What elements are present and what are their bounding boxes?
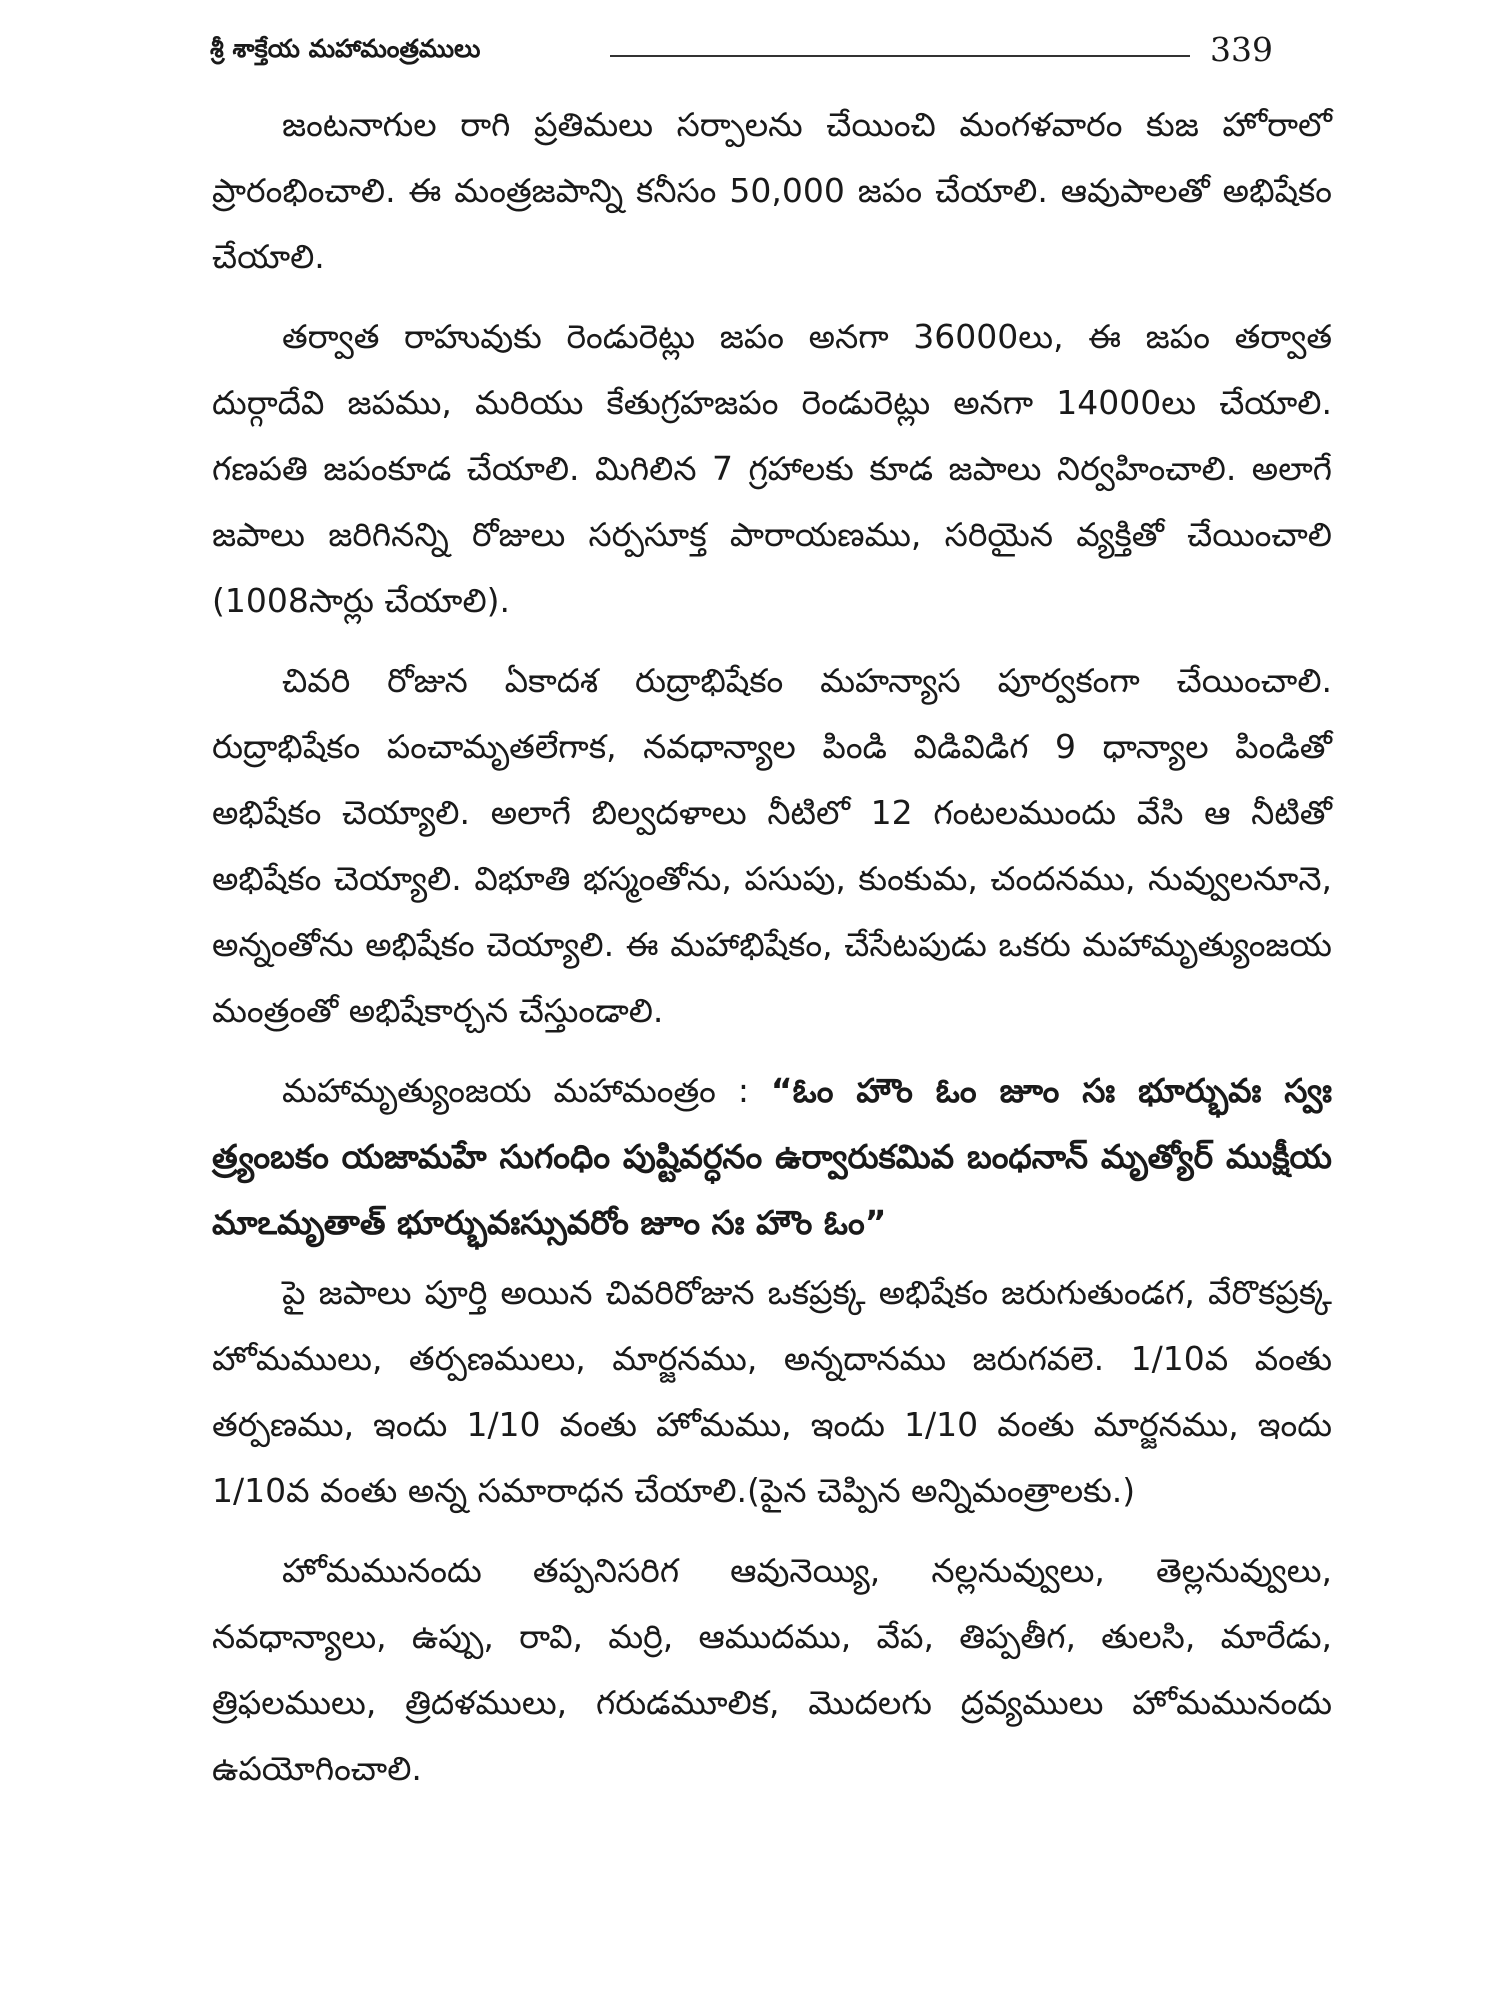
paragraph-2: తర్వాత రాహువుకు రెండురెట్లు జపం అనగా 36000లు, ఈ జపం తర్వాత దుర్గాదేవి జపము, మరియు కేతుగ్రహజపం రెండురెట్లు అనగా 14000లు చేయాలి. గణపతి జపంకూడ చేయాలి. మిగిలిన 7 గ్రహాలకు కూడ జపాలు నిర్వహించాలి. అలాగే జపాలు జరిగినన్ని రోజులు సర్పసూక్త పారాయణము, సరియైన వ్యక్తితో చేయించాలి (1008సార్లు చేయాలి). [212,317,1332,620]
mantra-paragraph [212,1058,1332,1256]
paragraph-5: పై జపాలు పూర్తి అయిన చివరిరోజున ఒకప్రక్క అభిషేకం జరుగుతుండగ, వేరొకప్రక్క హోమములు, తర్పణములు, మార్జనము, అన్నదానము జరుగవలె. 1/10వ వంతు తర్పణము, ఇందు 1/10 వంతు హోమము, ఇందు 1/10 వంతు మార్జనము, ఇందు 1/10వ వంతు అన్న సమారాధన చేయాలి.(పైన చెప్పిన అన్నిమంత్రాలకు.) [212,1273,1332,1510]
page-number: 339 [1210,30,1273,69]
mantra-text: “ఓం హౌం ఓం జూం సః భూర్భువః స్వః త్ర్యంబకం యజామహే సుగంధిం పుష్టివర్ధనం ఉర్వారుకమివ బంధనాన్ మృత్యోర్ ముక్షీయ మాఽమృతాత్ భూర్భువఃస్సువరోం జూం సః హౌం ఓం” [212,1071,1332,1242]
header-rule [610,55,1190,57]
mantra-intro: మహామృత్యుంజయ మహామంత్రం : [282,1071,771,1110]
body-text [212,92,1332,1816]
paragraph-3: చివరి రోజున ఏకాదశ రుద్రాభిషేకం మహన్యాస పూర్వకంగా చేయించాలి. రుద్రాభిషేకం పంచామృతలేగాక, నవధాన్యాల పిండి విడివిడిగ 9 ధాన్యాల పిండితో అభిషేకం చెయ్యాలి. అలాగే బిల్వదళాలు నీటిలో 12 గంటలముందు వేసి ఆ నీటితో అభిషేకం చెయ్యాలి. విభూతి భస్మంతోను, పసుపు, కుంకుమ, చందనము, నువ్వులనూనె, అన్నంతోను అభిషేకం చెయ్యాలి. ఈ మహాభిషేకం, చేసేటపుడు ఒకరు మహామృత్యుంజయ మంత్రంతో అభిషేకార్చన చేస్తుండాలి. [212,661,1332,1030]
running-head: శ్రీ శాక్తేయ మహామంత్రములు [210,34,481,63]
paragraph-6: హోమమునందు తప్పనిసరిగ ఆవునెయ్యి, నల్లనువ్వులు, తెల్లనువ్వులు, నవధాన్యాలు, ఉప్పు, రావి, మర్రి, ఆముదము, వేప, తిప్పతీగ, తులసి, మారేడు, త్రిఫలములు, త్రిదళములు, గరుడమూలిక, మొదలగు ద్రవ్యములు హోమమునందు ఉపయోగించాలి. [212,1551,1332,1788]
paragraph-1: జంటనాగుల రాగి ప్రతిమలు సర్పాలను చేయించి మంగళవారం కుజ హోరాలో ప్రారంభించాలి. ఈ మంత్రజపాన్ని కనీసం 50,000 జపం చేయాలి. ఆవుపాలతో అభిషేకం చేయాలి. [212,105,1332,276]
page-header [210,30,1310,78]
